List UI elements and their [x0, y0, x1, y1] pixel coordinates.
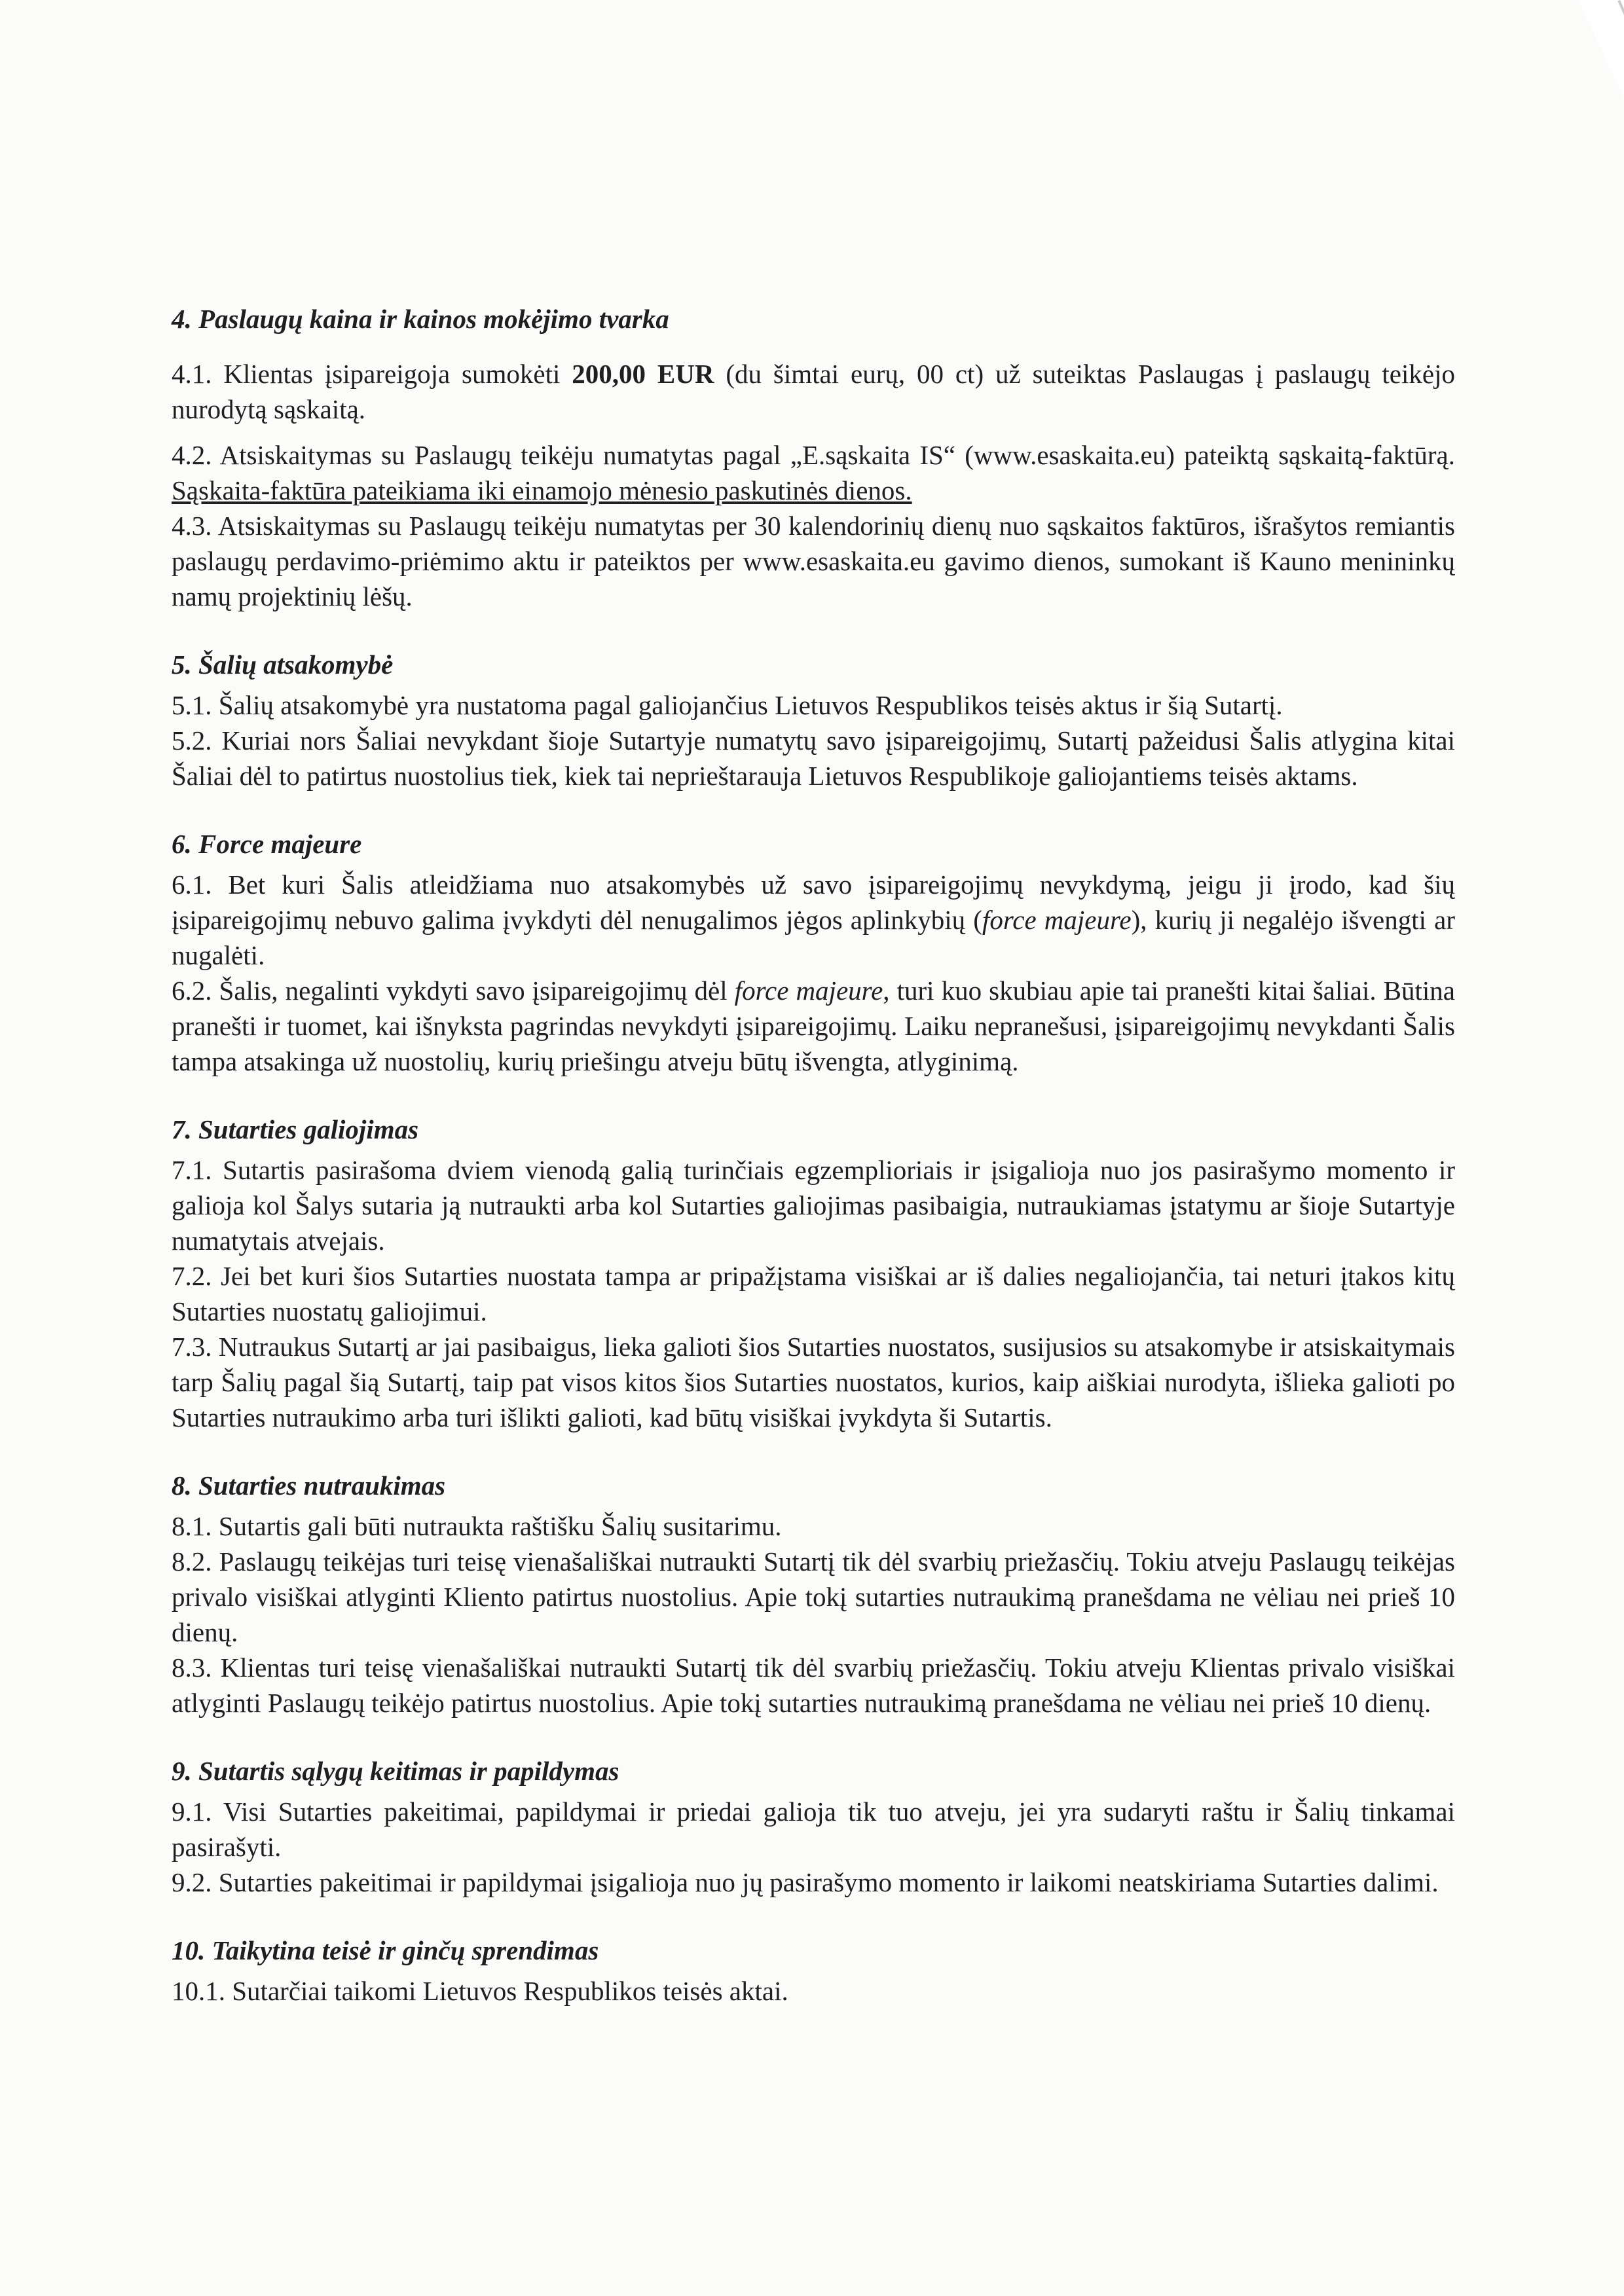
section-force-majeure — [172, 826, 1455, 1079]
clause-7-2: 7.2. Jei bet kuri šios Sutarties nuostata tampa ar pripažįstama visiškai ar iš dalies negaliojančia, tai neturi įtakos kitų Sutarties nuostatų galiojimui. — [172, 1261, 1455, 1326]
clause-5-2: 5.2. Kuriai nors Šaliai nevykdant šioje Sutartyje numatytų savo įsipareigojimų, Sutartį pažeidusi Šalis atlygina kitai Šaliai dėl to patirtus nuostolius tiek, kiek tai neprieštarauja Lietuvos Respublikoje galiojantiems teisės aktams. — [172, 725, 1455, 791]
section-contract-termination — [172, 1468, 1455, 1721]
section-contract-validity — [172, 1112, 1455, 1435]
section-price-and-payment — [172, 301, 1455, 614]
clause-9-1: 9.1. Visi Sutarties pakeitimai, papildymai ir priedai galioja tik tuo atveju, jei yra sudaryti raštu ir Šalių tinkamai pasirašyti. — [172, 1796, 1455, 1862]
clause-8-1: 8.1. Sutartis gali būti nutraukta raštišku Šalių susitarimu. — [172, 1511, 782, 1541]
clause-8-2: 8.2. Paslaugų teikėjas turi teisę vienašališkai nutraukti Sutartį tik dėl svarbių priežasčių. Tokiu atveju Paslaugų teikėjas privalo visiškai atlyginti Kliento patirtus nuostolius. Apie tokį sutarties nutraukimą pranešdama ne vėliau nei prieš 10 dienų. — [172, 1546, 1455, 1647]
section-title: 7. Sutarties galiojimas — [172, 1114, 419, 1144]
section-title: 10. Taikytina teisė ir ginčų sprendimas — [172, 1935, 599, 1965]
clause-6-1: 6.1. Bet kuri Šalis atleidžiama nuo atsakomybės už savo įsipareigojimų nevykdymą, jeigu ji įrodo, kad šių įsipareigojimų nebuvo galima įvykdyti dėl nenugalimos jėgos aplinkybių (force majeure), kurių ji negalėjo išvengti ar nugalėti. — [172, 869, 1455, 970]
section-title: 4. Paslaugų kaina ir kainos mokėjimo tvarka — [172, 304, 669, 334]
invoice-deadline-underlined: Sąskaita-faktūra pateikiama iki einamojo mėnesio paskutinės dienos. — [172, 475, 912, 505]
section-title: 9. Sutartis sąlygų keitimas ir papildymas — [172, 1756, 619, 1786]
clause-7-1: 7.1. Sutartis pasirašoma dviem vienodą galią turinčiais egzemplioriais ir įsigalioja nuo jos pasirašymo momento ir galioja kol Šalys sutaria ją nutraukti arba kol Sutarties galiojimas pasibaigia, nutraukiamas įstatymu ar šioje Sutartyje numatytais atvejais. — [172, 1155, 1455, 1256]
clause-4-2: 4.2. Atsiskaitymas su Paslaugų teikėju numatytas pagal „E.sąskaita IS“ (www.esaskaita.eu) pateiktą sąskaitą-faktūrą. Sąskaita-faktūra pateikiama iki einamojo mėnesio paskutinės dienos. — [172, 440, 1455, 505]
clause-8-3: 8.3. Klientas turi teisę vienašališkai nutraukti Sutartį tik dėl svarbių priežasčių. Tokiu atveju Klientas privalo visiškai atlyginti Paslaugų teikėjo patirtus nuostolius. Apie tokį sutarties nutraukimą pranešdama ne vėliau nei prieš 10 dienų. — [172, 1652, 1455, 1718]
page-corner-fold — [1578, 0, 1624, 98]
clause-4-1: 4.1. Klientas įsipareigoja sumokėti 200,00 EUR (du šimtai eurų, 00 ct) už suteiktas Paslaugas į paslaugų teikėjo nurodytą sąskaitą. — [172, 359, 1455, 424]
section-liability — [172, 647, 1455, 793]
clause-6-2: 6.2. Šalis, negalinti vykdyti savo įsipareigojimų dėl force majeure, turi kuo skubiau apie tai pranešti kitai šaliai. Būtina pranešti ir tuomet, kai išnyksta pagrindas nevykdyti įsipareigojimų. Laiku nepranešusi, įsipareigojimų nevykdanti Šalis tampa atsakinga už nuostolių, kurių priešingu atveju būtų išvengta, atlyginimą. — [172, 975, 1455, 1076]
section-amendments — [172, 1753, 1455, 1900]
clause-9-2: 9.2. Sutarties pakeitimai ir papildymai įsigalioja nuo jų pasirašymo momento ir laikomi neatskiriama Sutarties dalimi. — [172, 1867, 1439, 1897]
price-amount: 200,00 EUR — [572, 359, 714, 389]
contract-page — [172, 301, 1455, 2041]
clause-5-1: 5.1. Šalių atsakomybė yra nustatoma pagal galiojančius Lietuvos Respublikos teisės aktus ir šią Sutartį. — [172, 690, 1283, 720]
clause-7-3: 7.3. Nutraukus Sutartį ar jai pasibaigus, lieka galioti šios Sutarties nuostatos, susijusios su atsakomybe ir atsiskaitymais tarp Šalių pagal šią Sutartį, taip pat visos kitos šios Sutarties nuostatos, kurios, kaip aiškiai nurodyta, išlieka galioti po Sutarties nutraukimo arba turi išlikti galioti, kad būtų visiškai įvykdyta ši Sutartis. — [172, 1332, 1455, 1432]
section-applicable-law — [172, 1933, 1455, 2009]
section-title: 5. Šalių atsakomybė — [172, 649, 394, 680]
section-title: 8. Sutarties nutraukimas — [172, 1470, 446, 1501]
section-title: 6. Force majeure — [172, 829, 362, 859]
clause-4-3: 4.3. Atsiskaitymas su Paslaugų teikėju numatytas per 30 kalendorinių dienų nuo sąskaitos faktūros, išrašytos remiantis paslaugų perdavimo-priėmimo aktu ir pateiktos per www.esaskaita.eu gavimo dienos, sumokant iš Kauno menininkų namų projektinių lėšų. — [172, 511, 1455, 611]
clause-10-1: 10.1. Sutarčiai taikomi Lietuvos Respublikos teisės aktai. — [172, 1976, 788, 2006]
